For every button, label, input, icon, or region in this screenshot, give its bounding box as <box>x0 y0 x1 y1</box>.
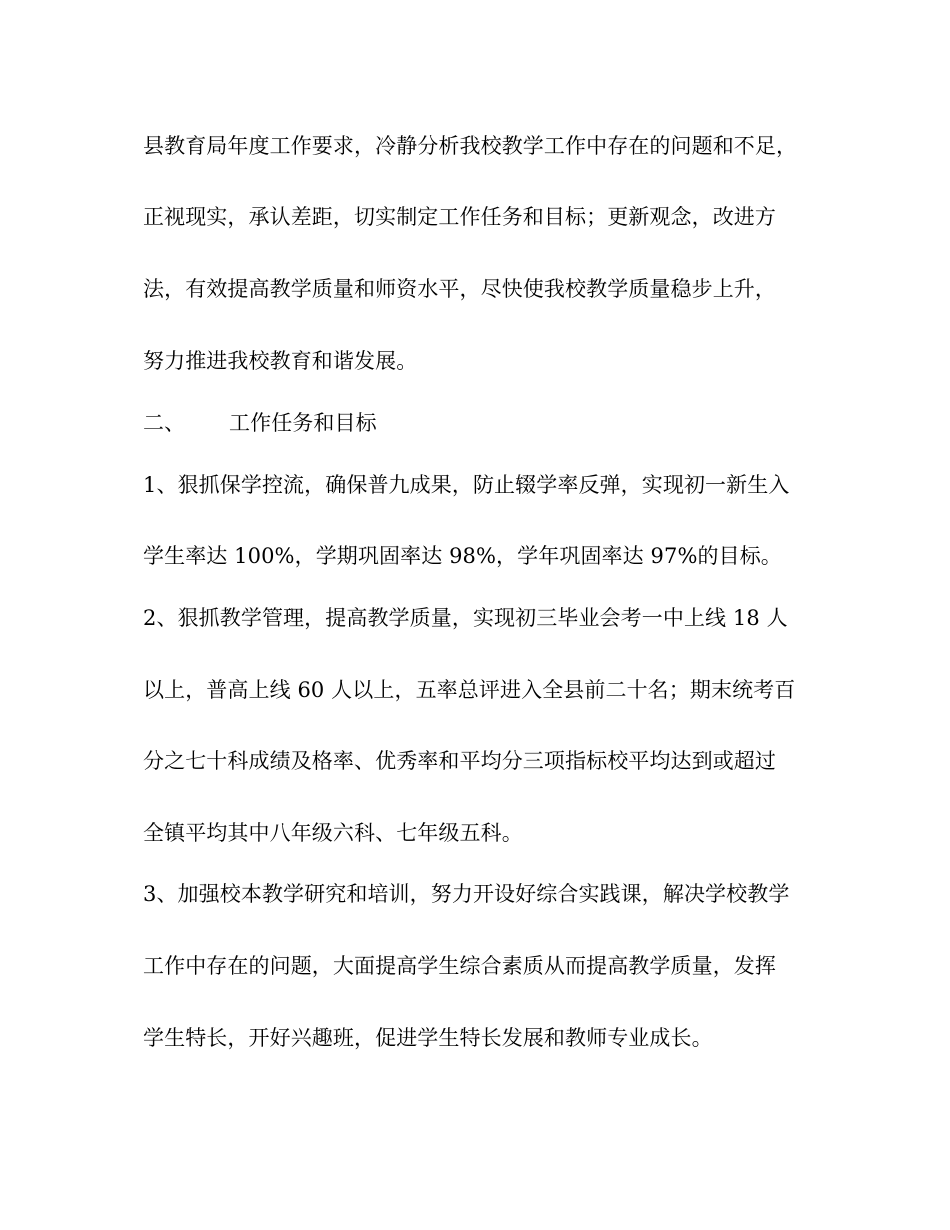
section-heading <box>143 409 377 437</box>
paragraph-line: 县教育局年度工作要求，冷静分析我校教学工作中存在的问题和不足， <box>143 134 798 158</box>
section-heading-title: 工作任务和目标 <box>229 411 377 435</box>
paragraph-line: 法，有效提高教学质量和师资水平，尽快使我校教学质量稳步上升， <box>143 277 776 301</box>
list-item-line: 2、狠抓教学管理，提高教学质量，实现初三毕业会考一中上线 18 人 <box>143 606 788 630</box>
list-item-line: 以上，普高上线 60 人以上，五率总评进入全县前二十名；期末统考百 <box>143 678 796 702</box>
list-item-line: 工作中存在的问题，大面提高学生综合素质从而提高教学质量，发挥 <box>143 954 776 978</box>
paragraph-line: 努力推进我校教育和谐发展。 <box>143 349 418 373</box>
list-item-line: 学生特长，开好兴趣班，促进学生特长发展和教师专业成长。 <box>143 1026 713 1050</box>
paragraph-line: 正视现实，承认差距，切实制定工作任务和目标；更新观念，改进方 <box>143 205 776 229</box>
list-item-line: 1、狠抓保学控流，确保普九成果，防止辍学率反弹，实现初一新生入 <box>143 473 790 497</box>
list-item-line: 学生率达 100%，学期巩固率达 98%，学年巩固率达 97%的目标。 <box>143 544 782 568</box>
section-heading-number: 二、 <box>143 411 186 435</box>
list-item-line: 全镇平均其中八年级六科、七年级五科。 <box>143 821 523 845</box>
list-item-line: 3、加强校本教学研究和培训，努力开设好综合实践课，解决学校教学 <box>143 882 790 906</box>
list-item-line: 分之七十科成绩及格率、优秀率和平均分三项指标校平均达到或超过 <box>143 749 776 773</box>
